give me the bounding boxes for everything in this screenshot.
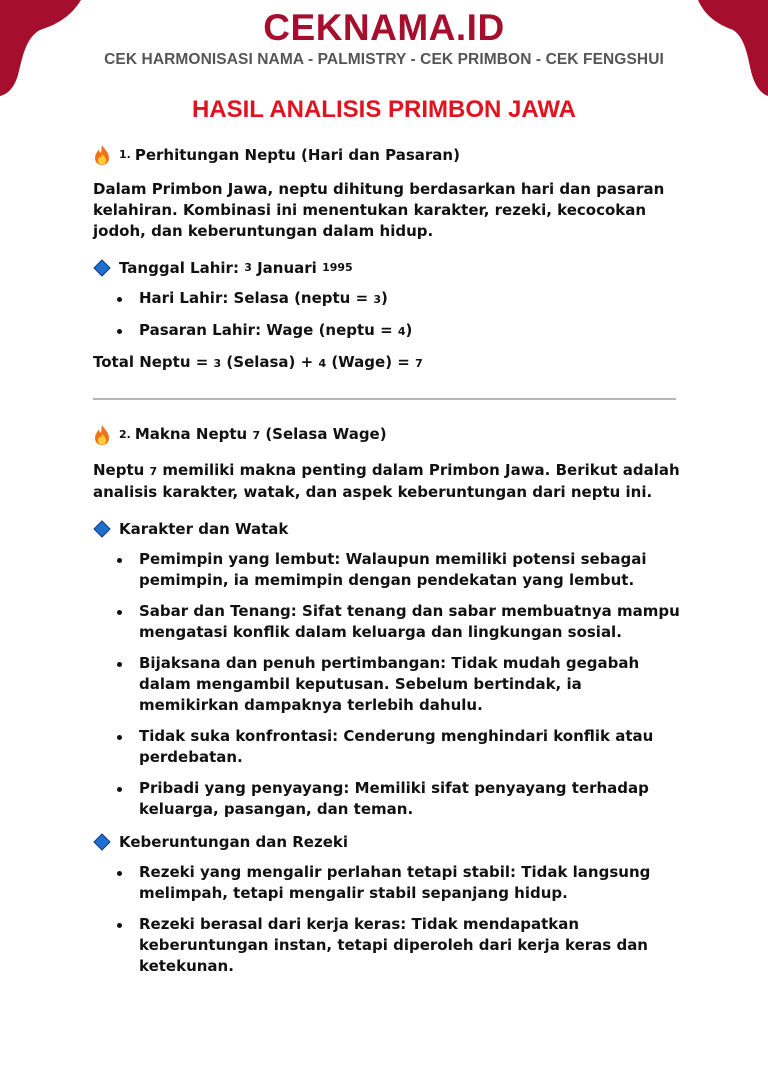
brand-logo: CEKNAMA.ID xyxy=(263,7,505,48)
section-number: 2. xyxy=(119,428,131,441)
list-item: Pribadi yang penyayang: Memiliki sifat penyayang terhadap keluarga, pasangan, dan teman. xyxy=(93,778,683,820)
bullet-icon xyxy=(117,871,122,876)
diamond-icon xyxy=(93,520,111,538)
total-neptu: Total Neptu = 3 (Selasa) + 4 (Wage) = 7 xyxy=(93,353,423,371)
karakter-heading xyxy=(93,517,683,541)
list-item-hari-lahir: Hari Lahir: Selasa (neptu = 3) xyxy=(93,288,683,310)
page-title: HASIL ANALISIS PRIMBON JAWA xyxy=(191,96,577,123)
subsection-title: Karakter dan Watak xyxy=(119,520,289,538)
report-content xyxy=(93,143,683,987)
list-item: Sabar dan Tenang: Sifat tenang dan sabar membuatnya mampu mengatasi konflik dalam keluarga dan lingkungan sosial. xyxy=(93,601,683,643)
bullet-icon xyxy=(117,735,122,740)
list-item: Rezeki berasal dari kerja keras: Tidak mendapatkan keberuntungan instan, tetapi diperoleh dari kerja keras dan ketekunan. xyxy=(93,914,683,977)
section-1-heading xyxy=(93,143,683,167)
birth-year: 1995 xyxy=(322,261,353,274)
section-title: Perhitungan Neptu (Hari dan Pasaran) xyxy=(134,146,460,164)
bullet-icon xyxy=(117,297,122,302)
fire-icon xyxy=(93,424,111,446)
birth-month: Januari xyxy=(257,259,317,277)
bullet-icon xyxy=(117,558,122,563)
bullet-icon xyxy=(117,329,122,334)
section-2-heading xyxy=(93,422,683,448)
bullet-icon xyxy=(117,610,122,615)
karakter-list xyxy=(93,549,683,820)
list-item: Pemimpin yang lembut: Walaupun memiliki potensi sebagai pemimpin, ia memimpin dengan pendekatan yang lembut. xyxy=(93,549,683,591)
keberuntungan-heading xyxy=(93,830,683,854)
fire-icon xyxy=(93,144,111,166)
list-item: Rezeki yang mengalir perlahan tetapi stabil: Tidak langsung melimpah, tetapi mengalir stabil sepanjang hidup. xyxy=(93,862,683,904)
birth-date-heading xyxy=(93,256,683,280)
brand-tagline: CEK HARMONISASI NAMA - PALMISTRY - CEK PRIMBON - CEK FENGSHUI xyxy=(104,51,664,68)
section-2-paragraph: Neptu 7 memiliki makna penting dalam Primbon Jawa. Berikut adalah analisis karakter, watak, dan aspek keberuntungan dari neptu ini. xyxy=(93,461,680,501)
list-item-pasaran-lahir: Pasaran Lahir: Wage (neptu = 4) xyxy=(93,320,683,342)
section-title: Makna Neptu 7 (Selasa Wage) xyxy=(134,425,387,443)
birth-date-label: Tanggal Lahir: xyxy=(119,259,239,277)
subsection-title: Keberuntungan dan Rezeki xyxy=(119,833,348,851)
section-1-paragraph: Dalam Primbon Jawa, neptu dihitung berdasarkan hari dan pasaran kelahiran. Kombinasi ini menentukan karakter, rezeki, kecocokan jodoh, dan keberuntungan dalam hidup. xyxy=(93,180,665,240)
neptu-list xyxy=(93,288,683,342)
diamond-icon xyxy=(93,833,111,851)
bullet-icon xyxy=(117,662,122,667)
list-item: Tidak suka konfrontasi: Cenderung menghindari konflik atau perdebatan. xyxy=(93,726,683,768)
list-item: Bijaksana dan penuh pertimbangan: Tidak mudah gegabah dalam mengambil keputusan. Sebelum bertindak, ia memikirkan dampaknya terlebih dahulu. xyxy=(93,653,683,716)
diamond-icon xyxy=(93,259,111,277)
keberuntungan-list xyxy=(93,862,683,977)
birth-day: 3 xyxy=(244,261,252,274)
section-number: 1. xyxy=(119,148,131,161)
section-divider xyxy=(93,398,676,400)
bullet-icon xyxy=(117,923,122,928)
bullet-icon xyxy=(117,787,122,792)
